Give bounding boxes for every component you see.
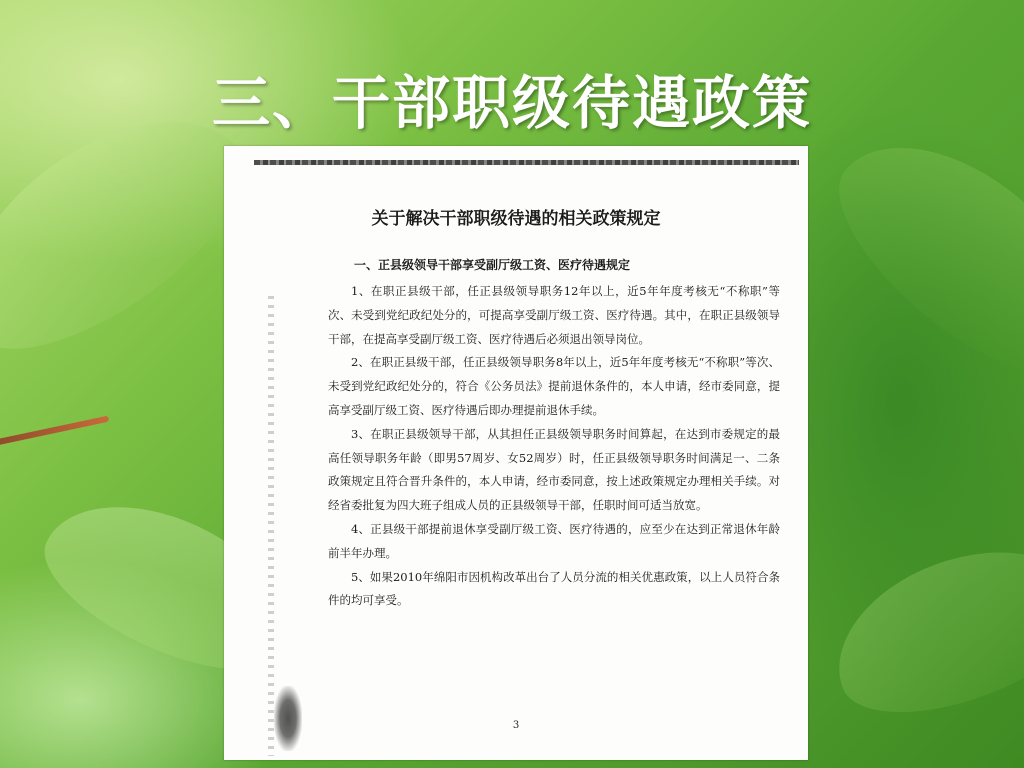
leaf-decoration <box>807 101 1024 409</box>
document-paragraph: 4、正县级干部提前退休享受副厅级工资、医疗待遇的，应至少在达到正常退休年龄前半年办理。 <box>328 521 780 560</box>
document-paragraph: 3、在职正县级领导干部，从其担任正县级领导职务时间算起，在达到市委规定的最高任领导职务年龄（即男57周岁、女52周岁）时，任正县级领导职务时间满足一、二条政策规定且符合晋升条件的，本人申请，经市委同意，按上述政策规定办理相关手续。对经省委批复为四大班子组成人员的正县级领导干部，任职时间可适当放宽。 <box>328 426 780 513</box>
document-paragraph: 5、如果2010年绵阳市因机构改革出台了人员分流的相关优惠政策，以上人员符合条件的均可享受。 <box>328 569 780 608</box>
document-paragraph: 2、在职正县级干部，任正县级领导职务8年以上，近5年年度考核无“不称职”等次、未受到党纪政纪处分的，符合《公务员法》提前退休条件的，本人申请，经市委同意，提高享受副厅级工资、医疗待遇后即办理提前退休手续。 <box>328 355 780 417</box>
page-number: 3 <box>512 720 520 731</box>
scan-smudge-artifact <box>274 686 302 751</box>
document-paragraph: 1、在职正县级干部，任正县级领导职务12年以上，近5年年度考核无“不称职”等次、未受到党纪政纪处分的，可提高享受副厅级工资、医疗待遇。其中，在职正县级领导干部，在提高享受副厅级工资、医疗待遇后必须退出领导岗位。 <box>328 284 780 346</box>
document-section-heading: 一、正县级领导干部享受副厅级工资、医疗待遇规定 <box>354 258 631 272</box>
document-heading: 关于解决干部职级待遇的相关政策规定 <box>371 209 661 229</box>
scanned-document <box>224 146 808 760</box>
twig-decoration <box>0 416 109 447</box>
document-body <box>328 280 780 613</box>
slide-title: 三、干部职级待遇政策 <box>211 69 812 137</box>
scan-edge-artifact <box>254 160 799 165</box>
leaf-decoration <box>814 520 1024 740</box>
